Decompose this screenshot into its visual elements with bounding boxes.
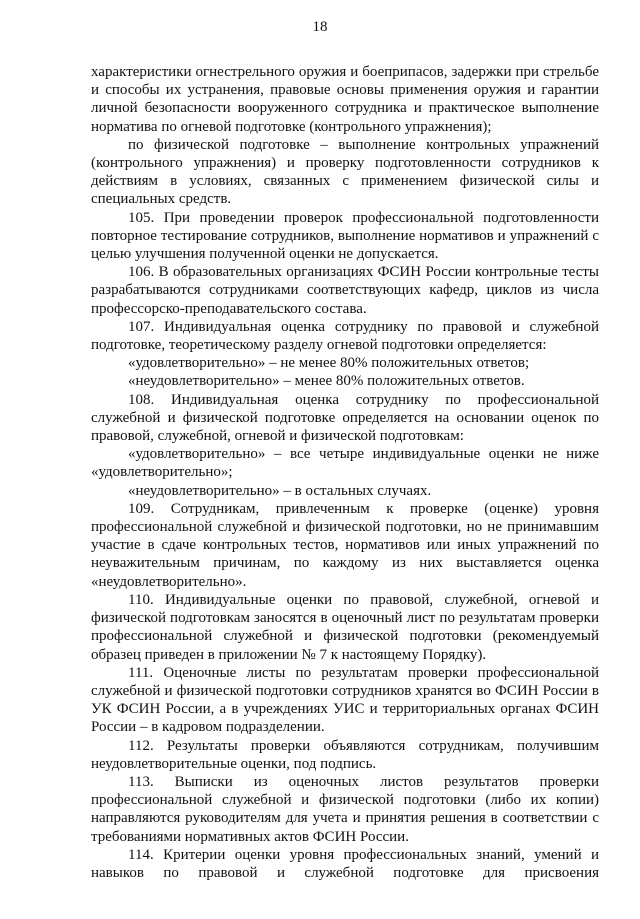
paragraph-106: 106. В образовательных организациях ФСИН России контрольные тесты разрабатываются сотрудниками соответствующих кафедр, циклов из числа профессорско-преподавательского состава. — [91, 264, 599, 317]
paragraph-111: 111. Оценочные листы по результатам проверки профессиональной служебной и физической подготовки сотрудников хранятся во ФСИН России в УК ФСИН России, а в учреждениях УИС и территориальных органах ФСИН России – в кадровом подразделении. — [91, 664, 599, 736]
paragraph-108: 108. Индивидуальная оценка сотруднику по профессиональной служебной и физической подготовке определяется на основании оценок по правовой, служебной, огневой и физической подготовкам: — [91, 391, 599, 445]
paragraph-107-satisfactory: «удовлетворительно» – не менее 80% положительных ответов; — [128, 355, 530, 372]
paragraph-109: 109. Сотрудникам, привлеченным к проверке (оценке) уровня профессиональной служебной и физической подготовки, но не принимавшим участие в сдаче контрольных тестов, нормативов или иных упражнений по неуважительным причинам, по каждому из них выставляется оценка «неудовлетворительно». — [91, 500, 599, 590]
paragraph-105: 105. При проведении проверок профессиональной подготовленности повторное тестирование сотрудников, выполнение нормативов и упражнений с целью улучшения полученной оценки не допускается. — [91, 209, 599, 263]
document-body — [91, 63, 599, 882]
paragraph-113: 113. Выписки из оценочных листов результатов проверки профессиональной служебной и физической подготовки (либо их копии) направляются руководителям для учета и принятия решения в соответствии с требованиями нормативных актов ФСИН России. — [91, 773, 599, 845]
paragraph-107-unsatisfactory: «неудовлетворительно» – менее 80% положительных ответов. — [128, 373, 525, 390]
page-number: 18 — [312, 19, 328, 35]
paragraph-108-satisfactory: «удовлетворительно» – все четыре индивидуальные оценки не ниже «удовлетворительно»; — [91, 446, 599, 481]
paragraph-108-unsatisfactory: «неудовлетворительно» – в остальных случаях. — [128, 482, 432, 499]
paragraph-physical-training: по физической подготовке – выполнение контрольных упражнений (контрольного упражнения) и проверку подготовленности сотрудников к действиям в условиях, связанных с применением физической силы и специальных средств. — [91, 136, 599, 208]
paragraph-110: 110. Индивидуальные оценки по правовой, служебной, огневой и физической подготовкам заносятся в оценочный лист по результатам проверки профессиональной служебной и физической подготовки (рекомендуемый образец приведен в приложении № 7 к настоящему Порядку). — [91, 591, 599, 663]
paragraph-114: 114. Критерии оценки уровня профессиональных знаний, умений и навыков по правовой и служебной подготовке для присвоения — [91, 846, 599, 881]
paragraph-112: 112. Результаты проверки объявляются сотрудникам, получившим неудовлетворительные оценки, под подпись. — [91, 737, 599, 772]
paragraph-firearms-cont: характеристики огнестрельного оружия и боеприпасов, задержки при стрельбе и способы их устранения, правовые основы применения оружия и гарантии личной безопасности вооруженного сотрудника и практическое выполнение норматива по огневой подготовке (контрольного упражнения); — [91, 64, 599, 135]
paragraph-107: 107. Индивидуальная оценка сотруднику по правовой и служебной подготовке, теоретическому разделу огневой подготовки определяется: — [91, 318, 599, 354]
